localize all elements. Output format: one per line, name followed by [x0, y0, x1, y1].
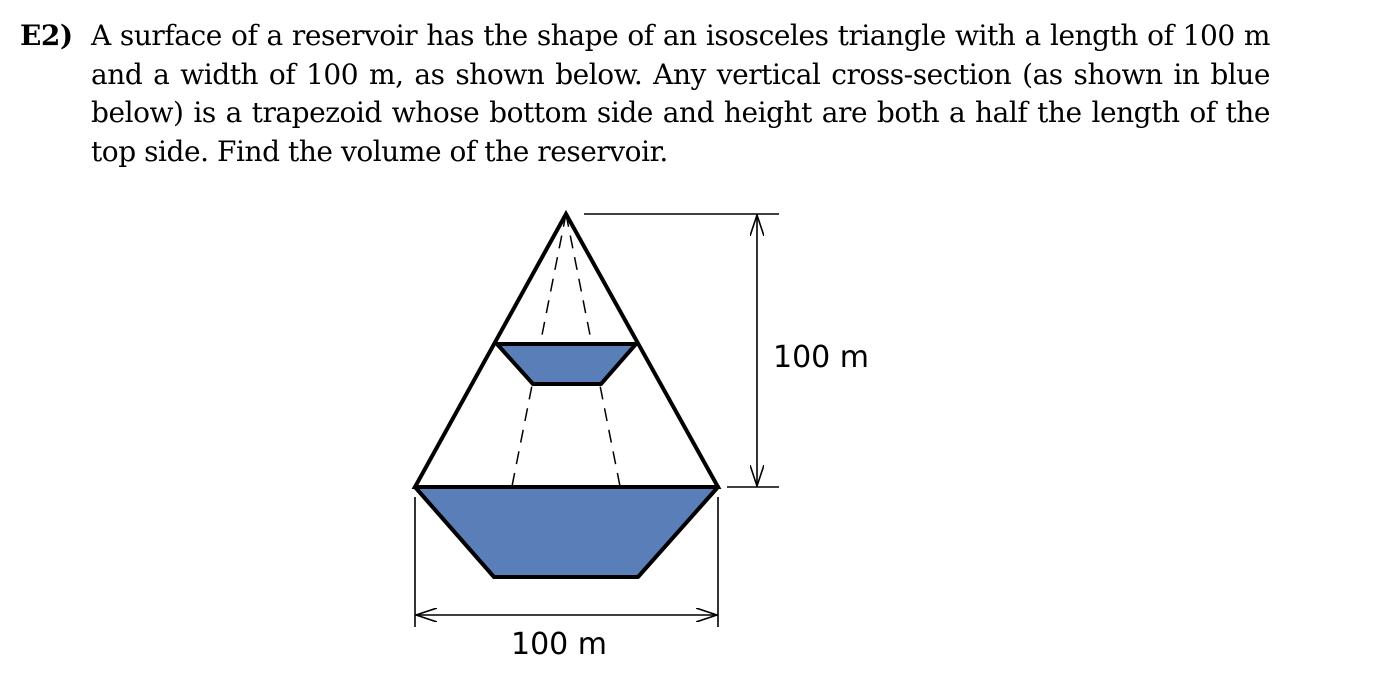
cross-section-small [497, 344, 636, 384]
problem-number: E2) [20, 19, 73, 52]
problem-text: A surface of a reservoir has the shape of an isosceles triangle with a length of 100 m and a width of 100 m, as shown below. Any vertical cross-section (as shown in blue below) is a trapezoid whose bottom side and height are both a half the length of the top side. Find the volume of the reservoir. [91, 19, 1270, 168]
height-label: 100 m [773, 340, 870, 375]
width-label: 100 m [511, 627, 608, 662]
cross-section-large [415, 487, 718, 577]
